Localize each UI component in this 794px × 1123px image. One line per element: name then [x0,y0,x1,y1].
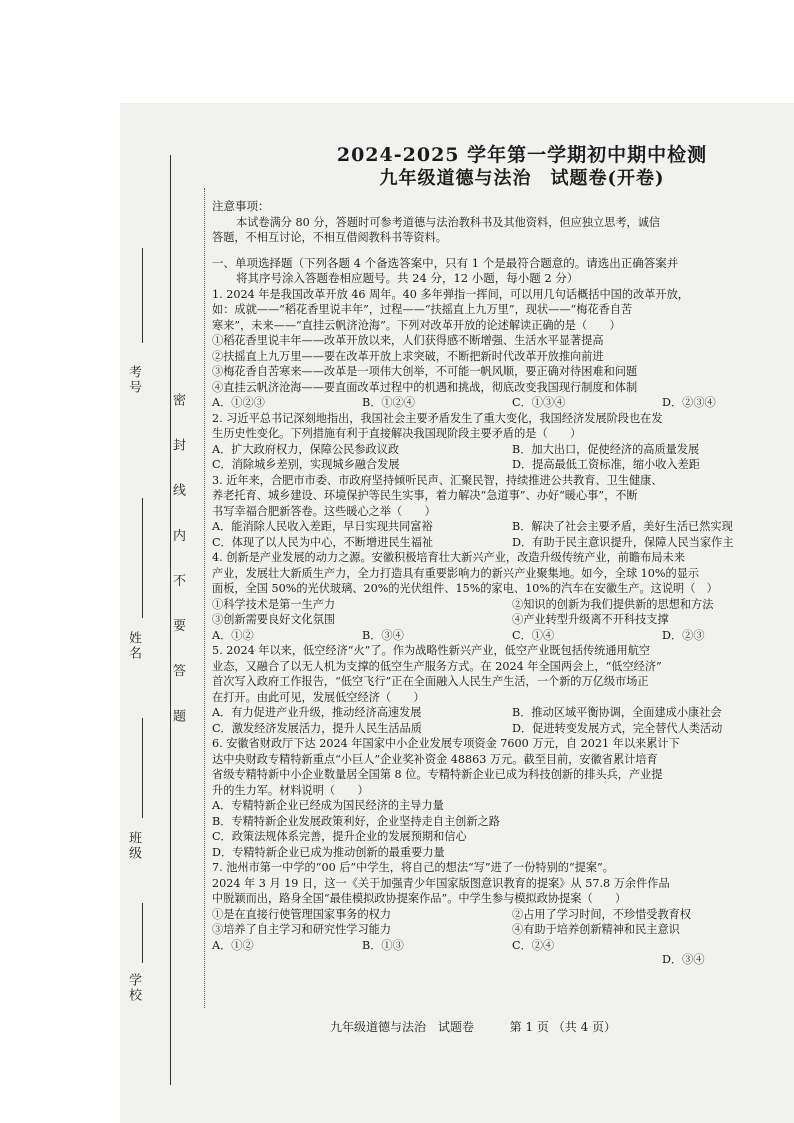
question-line: 在打开。由此可见，发展低空经济（ ） [212,690,425,704]
option-d: D．提高最低工资标准，缩小收入差距 [512,458,700,471]
question-5 [212,643,794,736]
question-6 [212,736,794,860]
question-3 [212,473,794,551]
option-a: A．①② [212,628,254,642]
question-options [212,395,794,411]
question-line: 2. 习近平总书记深刻地指出，我国社会主要矛盾发生了重大变化，我国经济发展阶段也在发 [212,411,663,425]
option-a: A．①②③ [212,396,265,409]
option-c: C．体现了以人民为中心，不断增进民生福祉 [212,535,434,549]
question-line: 书写幸福合肥新答卷。这些暖心之举（ ） [212,504,436,518]
exam-content [212,143,794,967]
binding-column [120,103,206,1123]
option-a: A．能消除人民收入差距，早日实现共同富裕 [212,520,433,533]
question-options [212,705,794,721]
question-line: 2024 年 3 月 19 日，这一《关于加强青少年国家版图意识教育的提案》从 57.8 万余件作品 [212,876,670,890]
question-line: 5. 2024 年以来，低空经济“火”了。作为战略性新兴产业，低空产业既包括传统通用航空 [212,644,651,657]
statement: ①是在直接行使管理国家事务的权力 [212,907,392,921]
option-b: B．③④ [362,628,404,642]
question-line: 6. 安徽省财政厅下达 2024 年国家中小企业发展专项资金 7600 万元，自 2021 年以来累计下 [212,737,680,750]
question-1 [212,287,794,411]
option-b: B．解决了社会主要矛盾，美好生活已然实现 [512,520,733,533]
question-options [212,442,794,458]
option-b: B．①②④ [362,396,415,409]
option-d: D．③④ [662,952,705,966]
option-a: A．①② [212,938,254,952]
option-d: D．②③④ [662,396,716,409]
option-b: B．专精特新企业发展政策利好，企业坚持走自主创新之路 [212,814,500,828]
question-line: 4. 创新是产业发展的动力之源。安徽积极培育壮大新兴产业，改造升级传统产业，前瞻布局未来 [212,551,685,564]
option-a: A．有力促进产业升级，推动经济高速发展 [212,706,422,719]
exam-title: 2024-2025 学年第一学期初中期中检测 [336,144,708,166]
exam-no-label: 考号 [126,365,141,395]
question-line: 中脱颖而出，路身全国“最佳模拟政协提案作品”。中学生参与模拟政协提案（ ） [212,892,627,905]
exam-sheet [120,103,794,1123]
section-heading-cont: 将其序号涂入答题卷相应题号。共 24 分，12 小题，每小题 2 分） [236,271,579,285]
seal-line-text: 密 封 线 内 不 要 答 题 [170,393,185,736]
question-line: 1. 2024 年是我国改革开放 46 周年。40 多年弹指一挥间，可以用几句话概括中国的改革开放， [212,287,689,301]
question-line: 产业，发展壮大新质生产力，全力打造具有重要影响力的新兴产业聚集地。如今，全球 10%的显示 [212,566,700,580]
question-line: 如：成就——“稻花香里说丰年”，过程——“扶摇直上九万里”，现状——“梅花香自苦 [212,303,633,316]
question-options [212,457,794,473]
question-statement: ②扶摇直上九万里——要在改革开放上求突破，不断把新时代改革开放推向前进 [212,349,604,363]
exam-subtitle: 九年级道德与法治 试题卷(开卷) [379,168,665,189]
statement: ③培养了自主学习和研究性学习能力 [212,923,392,936]
question-line: 省级专精特新中小企业数量居全国第 8 位。专精特新企业已成为科技创新的排头兵，产业提 [212,768,663,781]
question-line: 3. 近年来，合肥市市委、市政府坚持倾听民声、汇聚民智，持续推进公共教育、卫生健康、 [212,473,663,487]
question-line: 首次写入政府工作报告，“低空飞行”正在全面融入人民生产生活，一个新的万亿级市场正 [212,675,649,688]
question-line: 升的生力军。材料说明（ ） [212,783,369,797]
option-c: C．①③④ [512,396,566,409]
statement: ③创新需要良好文化氛围 [212,613,336,626]
question-statement: ④直挂云帆济沧海——要直面改革过程中的机遇和挑战，彻底改变我国现行制度和体制 [212,380,638,394]
name-label: 姓名 [126,631,141,661]
question-options [212,628,794,644]
question-line: 达中央财政专精特新重点“小巨人”企业奖补资金 48863 万元。截至目前，安徽省累计培育 [212,752,658,766]
question-statements [212,597,794,613]
statement: ②占用了学习时间，不珍惜受教育权 [512,907,692,921]
option-d: D．专精特新企业已成为推动创新的最重要力量 [212,845,445,859]
option-d: D．有助于民主意识提升，保障人民当家作主 [512,535,734,549]
question-statement: ①稻花香里说丰年——改革开放以来，人们获得感不断增强、生活水平显著提高 [212,334,604,347]
exam-no-blank [142,248,143,343]
question-options [212,938,794,968]
notice-line: 本试卷满分 80 分，答题时可参考道德与法治教科书及其他资料，但应独立思考，诚信 [236,215,661,229]
footer-title: 九年级道德与法治 试题卷 [330,1020,475,1034]
question-line: 寒来”，未来——“直挂云帆济沧海”。下列对改革开放的论述解读正确的是（ ） [212,318,621,332]
name-blank [142,498,143,618]
question-options [212,535,794,551]
notice-line: 答题，不相互讨论，不相互借阅教科书等资料。 [212,231,447,244]
question-options [212,721,794,737]
statement: ①科学技术是第一生产力 [212,597,336,611]
option-d: D．②③ [662,628,705,642]
school-label: 学校 [126,973,141,1003]
option-c: C．消除城乡差别，实现城乡融合发展 [212,458,400,471]
option-d: D．促进转变发展方式，完全替代人类活动 [512,721,723,735]
option-b: B．推动区域平衡协调，全面建成小康社会 [512,706,722,719]
option-c: C．①④ [512,628,555,642]
class-label: 班级 [126,831,141,861]
section-heading: 一、单项选择题（下列各题 4 个备选答案中，只有 1 个是最符合题意的。请选出正确答案并 [212,255,679,270]
option-b: B．①③ [362,938,404,952]
option-c: C．②④ [512,938,555,952]
question-line: 业态，又融合了以无人机为支撑的低空生产服务方式。在 2024 年全国两会上，“低空经济” [212,659,662,673]
question-2 [212,411,794,473]
question-statements [212,907,794,923]
question-statements [212,922,794,938]
class-blank [142,718,143,818]
school-blank [142,903,143,963]
notice-heading: 注意事项： [212,199,270,213]
question-line: 生历史性变化。下列措施有利于直接解决我国现阶段主要矛盾的是（ ） [212,427,582,440]
page-number: 第 1 页 （共 4 页） [509,1020,617,1034]
option-a: A．专精特新企业已经成为国民经济的主导力量 [212,799,444,812]
statement: ④产业转型升级离不开科技支撑 [512,613,669,626]
option-a: A．扩大政府权力，保障公民参政议政 [212,442,400,456]
page-footer [330,1018,616,1035]
statement: ④有助于培养创新精神和民主意识 [512,923,680,936]
question-line: 养老托育、城乡建设、环境保护等民生实事，着力解决“急道事”、办好“暖心事”，不断 [212,489,638,502]
question-7 [212,860,794,967]
option-c: C．激发经济发展活力，提升人民生活品质 [212,721,422,735]
binding-dotted-line [204,188,205,1008]
question-line: 面板，全国 50%的光伏玻璃、20%的光伏组件、15%的家电、10%的汽车在安徽生产。这说明（ ） [212,582,718,595]
question-line: 7. 池州市第一中学的“00 后”中学生，将自己的想法“写”进了一份特别的“提案”。 [212,861,614,874]
option-b: B．加大出口，促使经济的高质量发展 [512,442,700,456]
question-4 [212,550,794,643]
question-statements [212,612,794,628]
option-c: C．政策法规体系完善，提升企业的发展预期和信心 [212,830,467,843]
statement: ②知识的创新为我们提供新的思想和方法 [512,597,714,611]
question-options [212,519,794,535]
question-statement: ③梅花香自苦寒来——改革是一项伟大创举，不可能一帆风顺，要正确对待困难和问题 [212,365,638,378]
